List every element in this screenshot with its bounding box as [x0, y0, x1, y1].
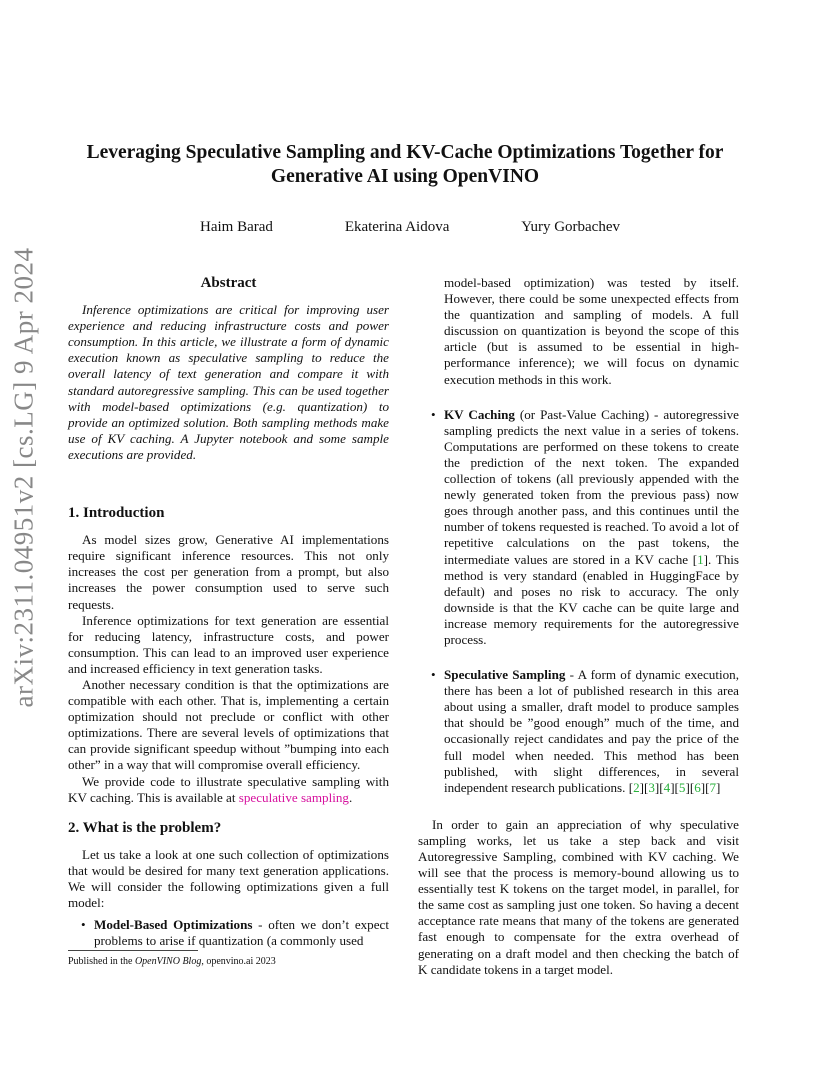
citation-link[interactable]: 4: [663, 779, 671, 795]
bullet-model-based-continued-text: model-based optimization) was tested by itself. However, there could be some unexpected effects from the quantization and sampling of models. A full discussion on quantization is beyond the scope of this article (but is assumed to be essential in high-performance inference); we will focus on dynamic execution methods in this work.: [444, 275, 739, 387]
bullet-model-based-continued: [418, 275, 739, 388]
footnote-rule: [68, 950, 198, 951]
citation-link[interactable]: 3: [648, 779, 655, 795]
speculative-sampling-link[interactable]: speculative sampling: [238, 789, 349, 805]
citation-link[interactable]: 7: [709, 779, 717, 795]
citation-link[interactable]: 1: [697, 551, 704, 567]
intro-paragraph-2: Inference optimizations for text generation are essential for reducing latency, infrastructure costs, and power consumption. This can lead to an improved user experience and increased efficiency in text generation tasks.: [68, 612, 389, 676]
bullet-kv-caching-body: (or Past-Value Caching) - autoregressive sampling predicts the next value in a series of tokens. Computations are performed on these tokens to create the prediction of the next token. The expanded collection of tokens (all previously appended with the newly generated token from the previous pass) now goes through another pass, and this continues until the number of tokens requested is reached. To avoid a lot of repetitive calculations on the past tokens, the intermediate values are stored in a KV cache [: [444, 406, 739, 567]
title-line-2: Generative AI using OpenVINO: [270, 166, 540, 187]
bullet-model-based-body: - often we don’t expect problems to arise if quantization (a commonly used: [94, 917, 389, 949]
bullet-dot: •: [431, 406, 436, 422]
intro-paragraph-3: Another necessary condition is that the optimizations are compatible with each other. That is, implementing a certain optimization should not preclude or conflict with other optimizations. There are several levels of optimizations that can provide significant speedup without ”bumping into each other” in a way that will compromise overall efficiency.: [68, 676, 389, 773]
author-3: Yury Gorbachev: [521, 219, 620, 235]
footnote: [68, 950, 389, 967]
bullet-kv-caching-text: [444, 407, 739, 648]
author-list: [200, 219, 620, 236]
intro-heading: 1. Introduction: [68, 505, 165, 522]
bullet-kv-caching-body-end: ]. This method is very standard (enabled in HuggingFace by default) and poses no risk to accuracy. The only downside is that the KV cache can be quite large and increase memory requirements for the autoregressive process.: [444, 551, 739, 647]
intro-p4-end: .: [348, 789, 353, 805]
bullet-model-based-title: Model-Based Optimizations: [94, 917, 253, 933]
arxiv-identifier: arXiv:2311.04951v2 [cs.LG] 9 Apr 2024: [8, 247, 39, 708]
footnote-post: , openvino.ai 2023: [201, 956, 276, 967]
bullet-speculative-body: - A form of dynamic execution, there has been a lot of published research in this area about using a smaller, draft model to produce samples that should be ”good enough” much of the time, and occasionally reject candidates and pay the price of the full model when needed. This method has been published, with slight differences, in several independent research publications.: [444, 667, 739, 795]
intro-paragraph-4: [68, 774, 389, 806]
bullet-speculative-text: Speculative Sampling - A form of dynamic execution, there has been a lot of published research in this area about using a smaller, draft model to produce samples that should be ”good enough” much of the time, and occasionally reject candidates and pay the price of the full model when needed. This method has been published, with slight differences, in several independent research publications. [2][3][4][5][6][7]: [444, 667, 739, 795]
intro-paragraph-1: As model sizes grow, Generative AI implementations require significant inference resources. This not only increases the cost per generation from a prompt, but also increases the power consumption used to serve such requests.: [68, 532, 389, 612]
left-column: [68, 275, 389, 949]
bullet-model-based: [68, 917, 389, 949]
bullet-speculative-sampling: [418, 667, 739, 796]
citation-link[interactable]: 5: [678, 779, 686, 795]
author-1: Haim Barad: [200, 219, 273, 235]
citation-link[interactable]: 6: [694, 779, 701, 795]
bullet-dot: •: [431, 667, 436, 683]
problem-paragraph-1: Let us take a look at one such collection of optimizations that would be desired for many text generation applications. We will consider the following optimizations given a full model:: [68, 846, 389, 911]
bullet-kv-caching-title: KV Caching: [444, 406, 515, 422]
problem-paragraph-2: In order to gain an appreciation of why speculative sampling works, let us take a step back and visit Autoregressive Sampling, combined with KV caching. We will see that the process is memory-bound allowing us to essentially test K tokens on the target model, in parallel, for the same cost as sampling just one token. So having a decent acceptance rate means that many of the tokens are generated fast enough to compensate for the extra overhead of generating on a draft model and then checking the batch of K candidate tokens in a target model.: [418, 816, 739, 977]
bullet-kv-caching: [418, 407, 739, 648]
footnote-venue: OpenVINO Blog: [134, 956, 202, 967]
title-line-1: Leveraging Speculative Sampling and KV-Cache Optimizations Together for: [86, 142, 724, 163]
author-2: Ekaterina Aidova: [344, 219, 450, 235]
right-column: [418, 275, 739, 978]
footnote-pre: Published in the: [68, 956, 135, 967]
abstract-heading: Abstract: [200, 275, 257, 291]
citation-link[interactable]: 2: [633, 779, 640, 795]
paper-title: [70, 141, 740, 189]
bullet-model-based-text: [94, 917, 389, 949]
abstract-text: Inference optimizations are critical for improving user experience and reducing infrastructure costs and power consumption. In this article, we illustrate a form of dynamic execution known as speculative sampling to reduce the overall latency of text generation and compare it with standard autoregressive sampling. This can be used together with model-based optimizations (e.g. quantization) to provide an optimized solution. Both sampling methods make use of KV caching. A Jupyter notebook and some sample executions are provided.: [68, 302, 389, 462]
problem-heading: 2. What is the problem?: [68, 819, 222, 836]
bullet-speculative-title: Speculative Sampling: [444, 667, 566, 683]
bullet-dot: •: [81, 917, 86, 933]
intro-p4-text: We provide code to illustrate speculative sampling with KV caching. This is available at: [68, 773, 389, 805]
